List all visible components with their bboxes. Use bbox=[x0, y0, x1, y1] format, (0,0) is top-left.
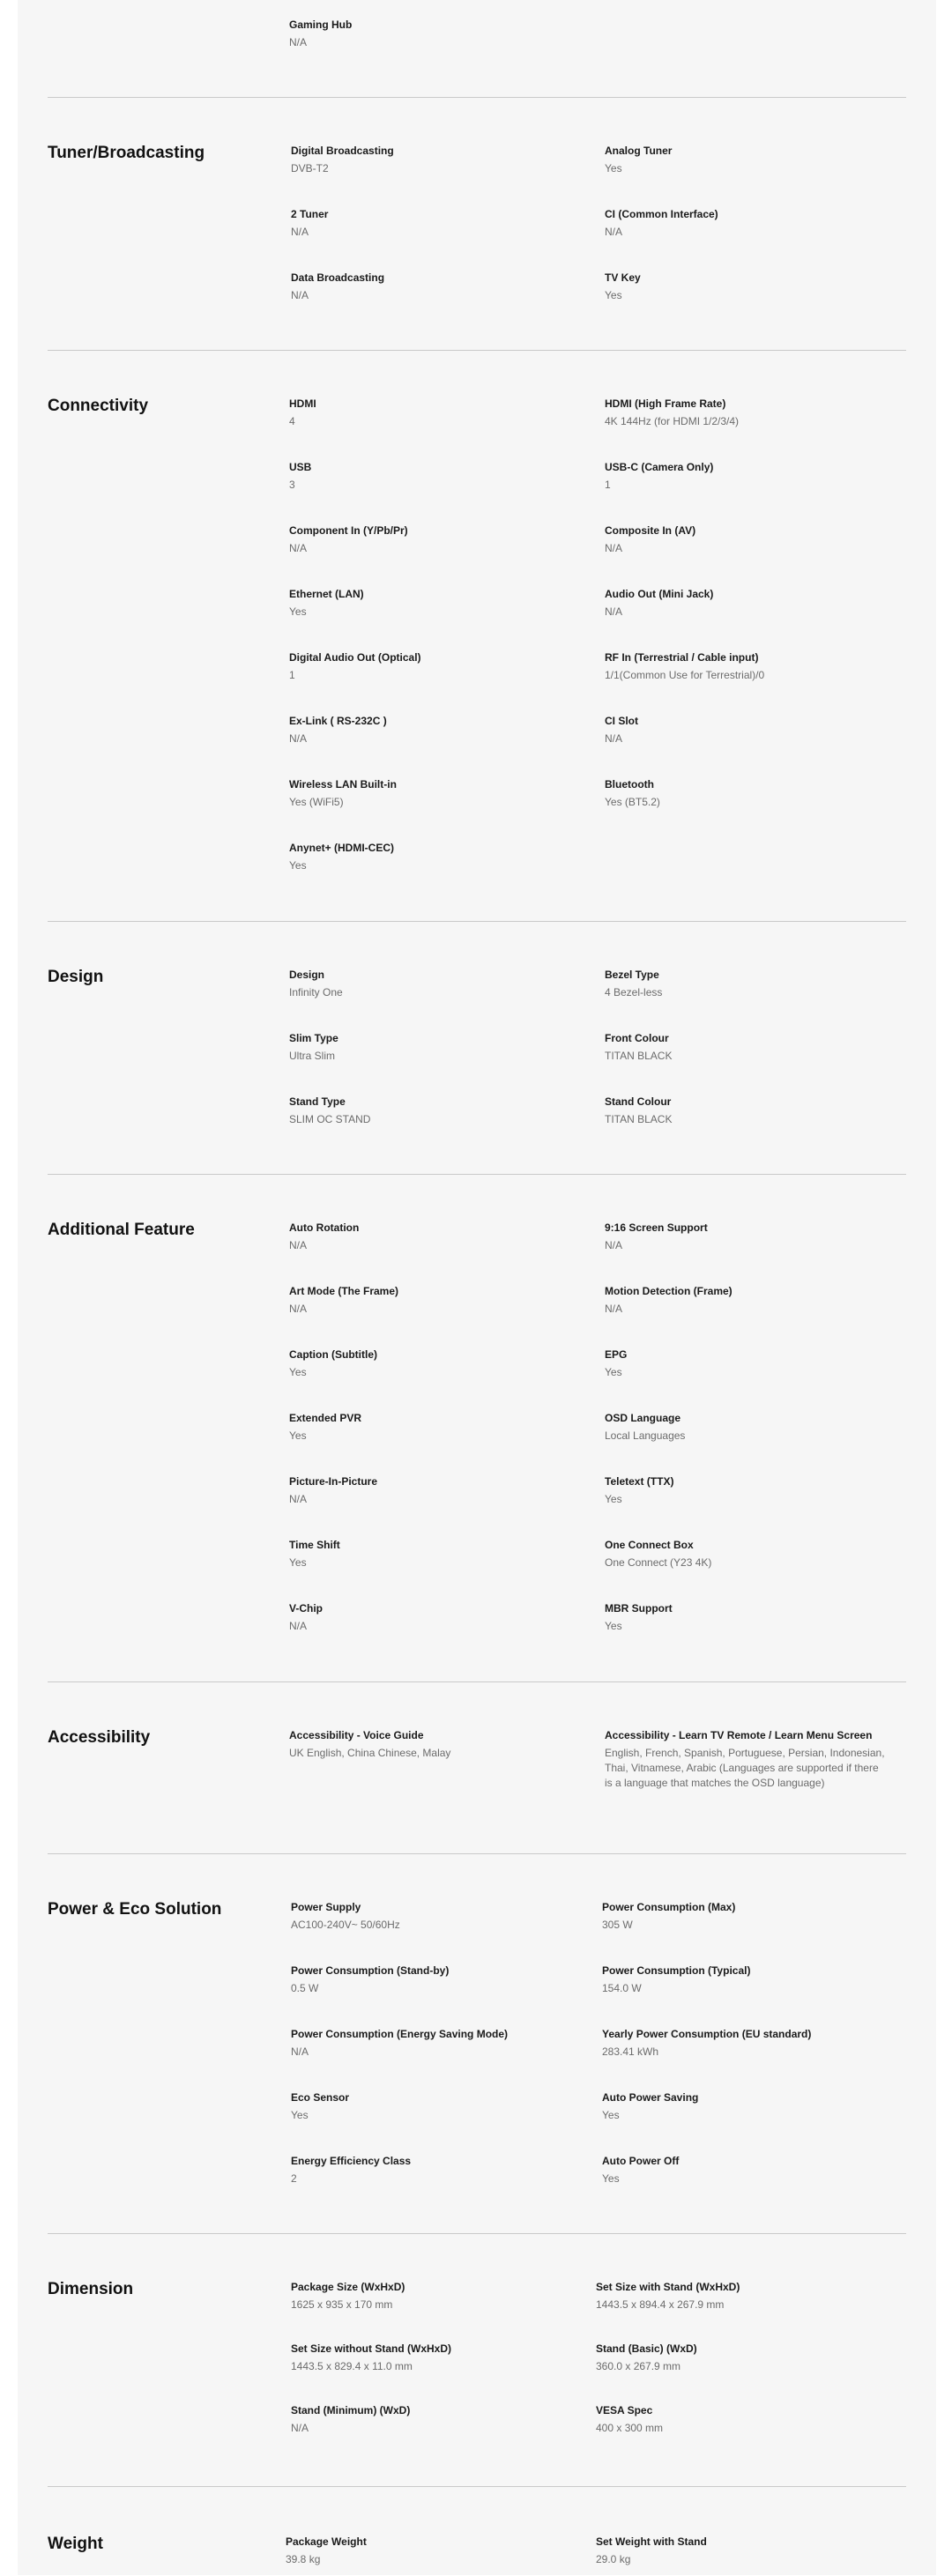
spec-value: Yes bbox=[602, 2109, 620, 2121]
spec-value: Yes bbox=[602, 2172, 620, 2185]
spec-label: Extended PVR bbox=[289, 1412, 362, 1424]
spec-value: N/A bbox=[289, 1620, 308, 1632]
spec-value: 154.0 W bbox=[602, 1982, 642, 1994]
spec-label: USB bbox=[289, 461, 312, 473]
spec-value: 2 bbox=[291, 2172, 297, 2185]
section-title: Dimension bbox=[48, 2280, 134, 2298]
spec-value: N/A bbox=[291, 226, 309, 238]
spec-item bbox=[605, 968, 662, 1000]
spec-value: One Connect (Y23 4K) bbox=[605, 1556, 712, 1569]
spec-item bbox=[289, 1031, 338, 1064]
spec-value: N/A bbox=[291, 2045, 309, 2058]
spec-label: Component In (Y/Pb/Pr) bbox=[289, 524, 408, 537]
spec-value: 4K 144Hz (for HDMI 1/2/3/4) bbox=[605, 415, 740, 427]
spec-item bbox=[596, 2280, 740, 2312]
spec-item bbox=[605, 144, 672, 176]
spec-value: N/A bbox=[289, 1303, 308, 1315]
spec-label: Package Weight bbox=[286, 2535, 367, 2548]
spec-value: N/A bbox=[289, 1493, 308, 1505]
spec-section-power-eco bbox=[48, 1853, 906, 2234]
section-title: Weight bbox=[48, 2535, 103, 2553]
spec-item bbox=[289, 1728, 450, 1761]
spec-value: N/A bbox=[289, 1239, 308, 1251]
section-title: Connectivity bbox=[48, 397, 149, 415]
spec-item bbox=[289, 1284, 398, 1317]
spec-item bbox=[605, 271, 641, 303]
spec-label: Analog Tuner bbox=[605, 145, 673, 157]
spec-item bbox=[605, 1728, 887, 1791]
spec-item bbox=[605, 1031, 672, 1064]
spec-value: AC100-240V~ 50/60Hz bbox=[291, 1919, 400, 1931]
spec-value: 1443.5 x 829.4 x 11.0 mm bbox=[291, 2360, 413, 2372]
spec-item bbox=[605, 1221, 708, 1253]
spec-value: Yes bbox=[605, 1620, 622, 1632]
spec-value: 1625 x 935 x 170 mm bbox=[291, 2298, 393, 2311]
spec-item bbox=[291, 144, 394, 176]
spec-value: 305 W bbox=[602, 1919, 633, 1931]
spec-item bbox=[289, 1411, 361, 1444]
spec-item bbox=[289, 1347, 377, 1380]
spec-label: CI (Common Interface) bbox=[605, 208, 718, 220]
spec-label: Set Weight with Stand bbox=[596, 2535, 707, 2548]
spec-value: Ultra Slim bbox=[289, 1050, 336, 1062]
spec-value: Yes (BT5.2) bbox=[605, 796, 660, 808]
spec-label: Data Broadcasting bbox=[291, 271, 385, 284]
spec-item bbox=[605, 207, 718, 240]
spec-item bbox=[602, 1964, 750, 1996]
spec-item bbox=[291, 2403, 410, 2436]
spec-label: Wireless LAN Built-in bbox=[289, 778, 397, 791]
spec-section-dimension bbox=[48, 2233, 906, 2487]
spec-label: Stand Type bbox=[289, 1095, 346, 1108]
spec-label: Power Supply bbox=[291, 1901, 361, 1913]
spec-item bbox=[605, 1538, 711, 1570]
spec-value: N/A bbox=[289, 732, 308, 745]
spec-value: English, French, Spanish, Portuguese, Persian, Indonesian, Thai, Vitnamese, Arabic (Languages are supported if there is a language that matches the OSD language) bbox=[605, 1747, 885, 1789]
spec-value: TITAN BLACK bbox=[605, 1113, 673, 1125]
spec-value: SLIM OC STAND bbox=[289, 1113, 371, 1125]
spec-item bbox=[289, 777, 397, 810]
spec-label: Stand (Minimum) (WxD) bbox=[291, 2404, 411, 2416]
spec-label: Bezel Type bbox=[605, 969, 659, 981]
spec-item bbox=[289, 460, 311, 493]
spec-label: Anynet+ (HDMI-CEC) bbox=[289, 842, 394, 854]
spec-label: 2 Tuner bbox=[291, 208, 329, 220]
spec-section-additional-feature bbox=[48, 1174, 906, 1682]
spec-label: Eco Sensor bbox=[291, 2091, 350, 2104]
spec-item bbox=[605, 523, 695, 556]
spec-label: Digital Broadcasting bbox=[291, 145, 394, 157]
spec-label: Design bbox=[289, 969, 325, 981]
spec-label: Set Size with Stand (WxHxD) bbox=[596, 2281, 740, 2293]
spec-item bbox=[289, 1601, 323, 1634]
spec-label: Power Consumption (Typical) bbox=[602, 1964, 751, 1977]
spec-value: Yes bbox=[291, 2109, 309, 2121]
spec-label: EPG bbox=[605, 1348, 628, 1361]
spec-label: Slim Type bbox=[289, 1032, 338, 1044]
spec-value: 3 bbox=[289, 479, 295, 491]
section-title: Design bbox=[48, 968, 104, 986]
spec-label: Yearly Power Consumption (EU standard) bbox=[602, 2028, 812, 2040]
spec-label: Audio Out (Mini Jack) bbox=[605, 588, 714, 600]
spec-label: Motion Detection (Frame) bbox=[605, 1285, 733, 1297]
spec-label: Front Colour bbox=[605, 1032, 669, 1044]
spec-label: One Connect Box bbox=[605, 1539, 694, 1551]
spec-value: 29.0 kg bbox=[596, 2553, 631, 2565]
spec-label: V-Chip bbox=[289, 1602, 323, 1615]
spec-item bbox=[605, 460, 713, 493]
spec-label: MBR Support bbox=[605, 1602, 673, 1615]
spec-item bbox=[291, 2154, 411, 2186]
spec-value: 400 x 300 mm bbox=[596, 2422, 664, 2434]
spec-value: N/A bbox=[291, 2422, 309, 2434]
spec-item bbox=[596, 2403, 663, 2436]
spec-value: Yes bbox=[289, 859, 307, 872]
spec-label: VESA Spec bbox=[596, 2404, 653, 2416]
spec-label: Power Consumption (Stand-by) bbox=[291, 1964, 450, 1977]
spec-value: N/A bbox=[605, 542, 623, 554]
spec-section-tuner bbox=[48, 97, 906, 351]
spec-label: Stand (Basic) (WxD) bbox=[596, 2342, 697, 2355]
spec-value: 1 bbox=[289, 669, 295, 681]
spec-label: Set Size without Stand (WxHxD) bbox=[291, 2342, 452, 2355]
spec-item bbox=[289, 587, 364, 620]
spec-value: 0.5 W bbox=[291, 1982, 319, 1994]
spec-value: 360.0 x 267.9 mm bbox=[596, 2360, 681, 2372]
spec-value: 1/1(Common Use for Terrestrial)/0 bbox=[605, 669, 765, 681]
spec-value: Yes bbox=[289, 1366, 307, 1378]
spec-label: CI Slot bbox=[605, 715, 638, 727]
spec-item bbox=[605, 1284, 733, 1317]
spec-label: Auto Rotation bbox=[289, 1221, 360, 1234]
spec-item bbox=[291, 1964, 449, 1996]
spec-item bbox=[291, 207, 328, 240]
spec-item bbox=[605, 714, 638, 746]
section-title: Accessibility bbox=[48, 1728, 151, 1747]
spec-item bbox=[289, 1095, 370, 1127]
spec-value: DVB-T2 bbox=[291, 162, 329, 174]
spec-value: N/A bbox=[289, 36, 308, 48]
spec-value: N/A bbox=[605, 605, 623, 618]
spec-item bbox=[289, 714, 387, 746]
spec-label: Picture-In-Picture bbox=[289, 1475, 378, 1488]
spec-item bbox=[289, 1221, 359, 1253]
spec-label: Gaming Hub bbox=[289, 19, 353, 31]
spec-label: Art Mode (The Frame) bbox=[289, 1285, 399, 1297]
spec-item bbox=[289, 968, 343, 1000]
spec-section-design bbox=[48, 921, 906, 1175]
spec-label: RF In (Terrestrial / Cable input) bbox=[605, 651, 759, 664]
spec-value: Infinity One bbox=[289, 986, 343, 998]
spec-item bbox=[596, 2535, 707, 2567]
section-title: Power & Eco Solution bbox=[48, 1900, 222, 1919]
spec-item bbox=[602, 2090, 698, 2123]
spec-item bbox=[605, 1411, 685, 1444]
spec-section-gaming bbox=[48, 0, 906, 97]
spec-section-weight bbox=[48, 2486, 906, 2576]
spec-label: Time Shift bbox=[289, 1539, 340, 1551]
spec-item bbox=[605, 587, 713, 620]
spec-item bbox=[289, 650, 421, 683]
spec-item bbox=[289, 1474, 377, 1507]
spec-label: USB-C (Camera Only) bbox=[605, 461, 714, 473]
spec-value: Yes bbox=[605, 162, 622, 174]
spec-label: Ethernet (LAN) bbox=[289, 588, 364, 600]
spec-item bbox=[289, 841, 394, 873]
spec-item bbox=[605, 1474, 673, 1507]
spec-section-connectivity bbox=[48, 350, 906, 922]
spec-item bbox=[605, 650, 764, 683]
spec-value: Yes (WiFi5) bbox=[289, 796, 344, 808]
spec-value: N/A bbox=[605, 732, 623, 745]
spec-item bbox=[289, 18, 352, 50]
spec-item bbox=[605, 397, 739, 429]
spec-value: Yes bbox=[605, 289, 622, 301]
spec-item bbox=[289, 523, 408, 556]
spec-label: Power Consumption (Max) bbox=[602, 1901, 736, 1913]
spec-value: N/A bbox=[605, 1303, 623, 1315]
spec-item bbox=[289, 397, 316, 429]
spec-label: 9:16 Screen Support bbox=[605, 1221, 708, 1234]
spec-item bbox=[605, 1347, 627, 1380]
spec-label: Accessibility - Voice Guide bbox=[289, 1729, 424, 1741]
spec-label: Digital Audio Out (Optical) bbox=[289, 651, 421, 664]
section-title: Additional Feature bbox=[48, 1221, 195, 1239]
spec-value: 39.8 kg bbox=[286, 2553, 321, 2565]
spec-label: Auto Power Saving bbox=[602, 2091, 699, 2104]
spec-value: N/A bbox=[605, 226, 623, 238]
spec-label: OSD Language bbox=[605, 1412, 681, 1424]
spec-label: Caption (Subtitle) bbox=[289, 1348, 377, 1361]
spec-label: Composite In (AV) bbox=[605, 524, 696, 537]
spec-item bbox=[291, 2027, 508, 2060]
spec-value: Yes bbox=[289, 605, 307, 618]
spec-label: Auto Power Off bbox=[602, 2155, 680, 2167]
spec-item bbox=[605, 1095, 672, 1127]
spec-item bbox=[291, 2090, 349, 2123]
spec-value: N/A bbox=[291, 289, 309, 301]
spec-item bbox=[596, 2342, 697, 2374]
spec-item bbox=[602, 2154, 679, 2186]
spec-label: Energy Efficiency Class bbox=[291, 2155, 412, 2167]
spec-label: Stand Colour bbox=[605, 1095, 672, 1108]
spec-item bbox=[291, 1900, 400, 1933]
spec-label: Bluetooth bbox=[605, 778, 654, 791]
spec-item bbox=[291, 271, 384, 303]
spec-value: N/A bbox=[605, 1239, 623, 1251]
spec-label: HDMI bbox=[289, 397, 316, 410]
spec-item bbox=[602, 2027, 811, 2060]
spec-page bbox=[18, 0, 936, 2575]
spec-label: Accessibility - Learn TV Remote / Learn Menu Screen bbox=[605, 1729, 873, 1741]
spec-label: TV Key bbox=[605, 271, 641, 284]
spec-item bbox=[602, 1900, 735, 1933]
spec-value: TITAN BLACK bbox=[605, 1050, 673, 1062]
spec-value: 283.41 kWh bbox=[602, 2045, 659, 2058]
spec-value: Yes bbox=[289, 1429, 307, 1442]
spec-value: 4 Bezel-less bbox=[605, 986, 663, 998]
section-title: Tuner/Broadcasting bbox=[48, 144, 205, 162]
spec-item bbox=[289, 1538, 340, 1570]
spec-value: Local Languages bbox=[605, 1429, 686, 1442]
spec-item bbox=[291, 2342, 451, 2374]
spec-label: Ex-Link ( RS-232C ) bbox=[289, 715, 387, 727]
spec-item bbox=[605, 777, 660, 810]
spec-value: N/A bbox=[289, 542, 308, 554]
spec-value: 1 bbox=[605, 479, 611, 491]
spec-value: 4 bbox=[289, 415, 295, 427]
spec-value: Yes bbox=[289, 1556, 307, 1569]
spec-label: HDMI (High Frame Rate) bbox=[605, 397, 726, 410]
spec-label: Teletext (TTX) bbox=[605, 1475, 674, 1488]
spec-value: 1443.5 x 894.4 x 267.9 mm bbox=[596, 2298, 725, 2311]
spec-section-accessibility bbox=[48, 1681, 906, 1854]
spec-value: UK English, China Chinese, Malay bbox=[289, 1747, 451, 1759]
spec-value: Yes bbox=[605, 1366, 622, 1378]
spec-label: Package Size (WxHxD) bbox=[291, 2281, 405, 2293]
spec-label: Power Consumption (Energy Saving Mode) bbox=[291, 2028, 509, 2040]
spec-item bbox=[605, 1601, 673, 1634]
spec-value: Yes bbox=[605, 1493, 622, 1505]
spec-item bbox=[286, 2535, 367, 2567]
spec-item bbox=[291, 2280, 405, 2312]
